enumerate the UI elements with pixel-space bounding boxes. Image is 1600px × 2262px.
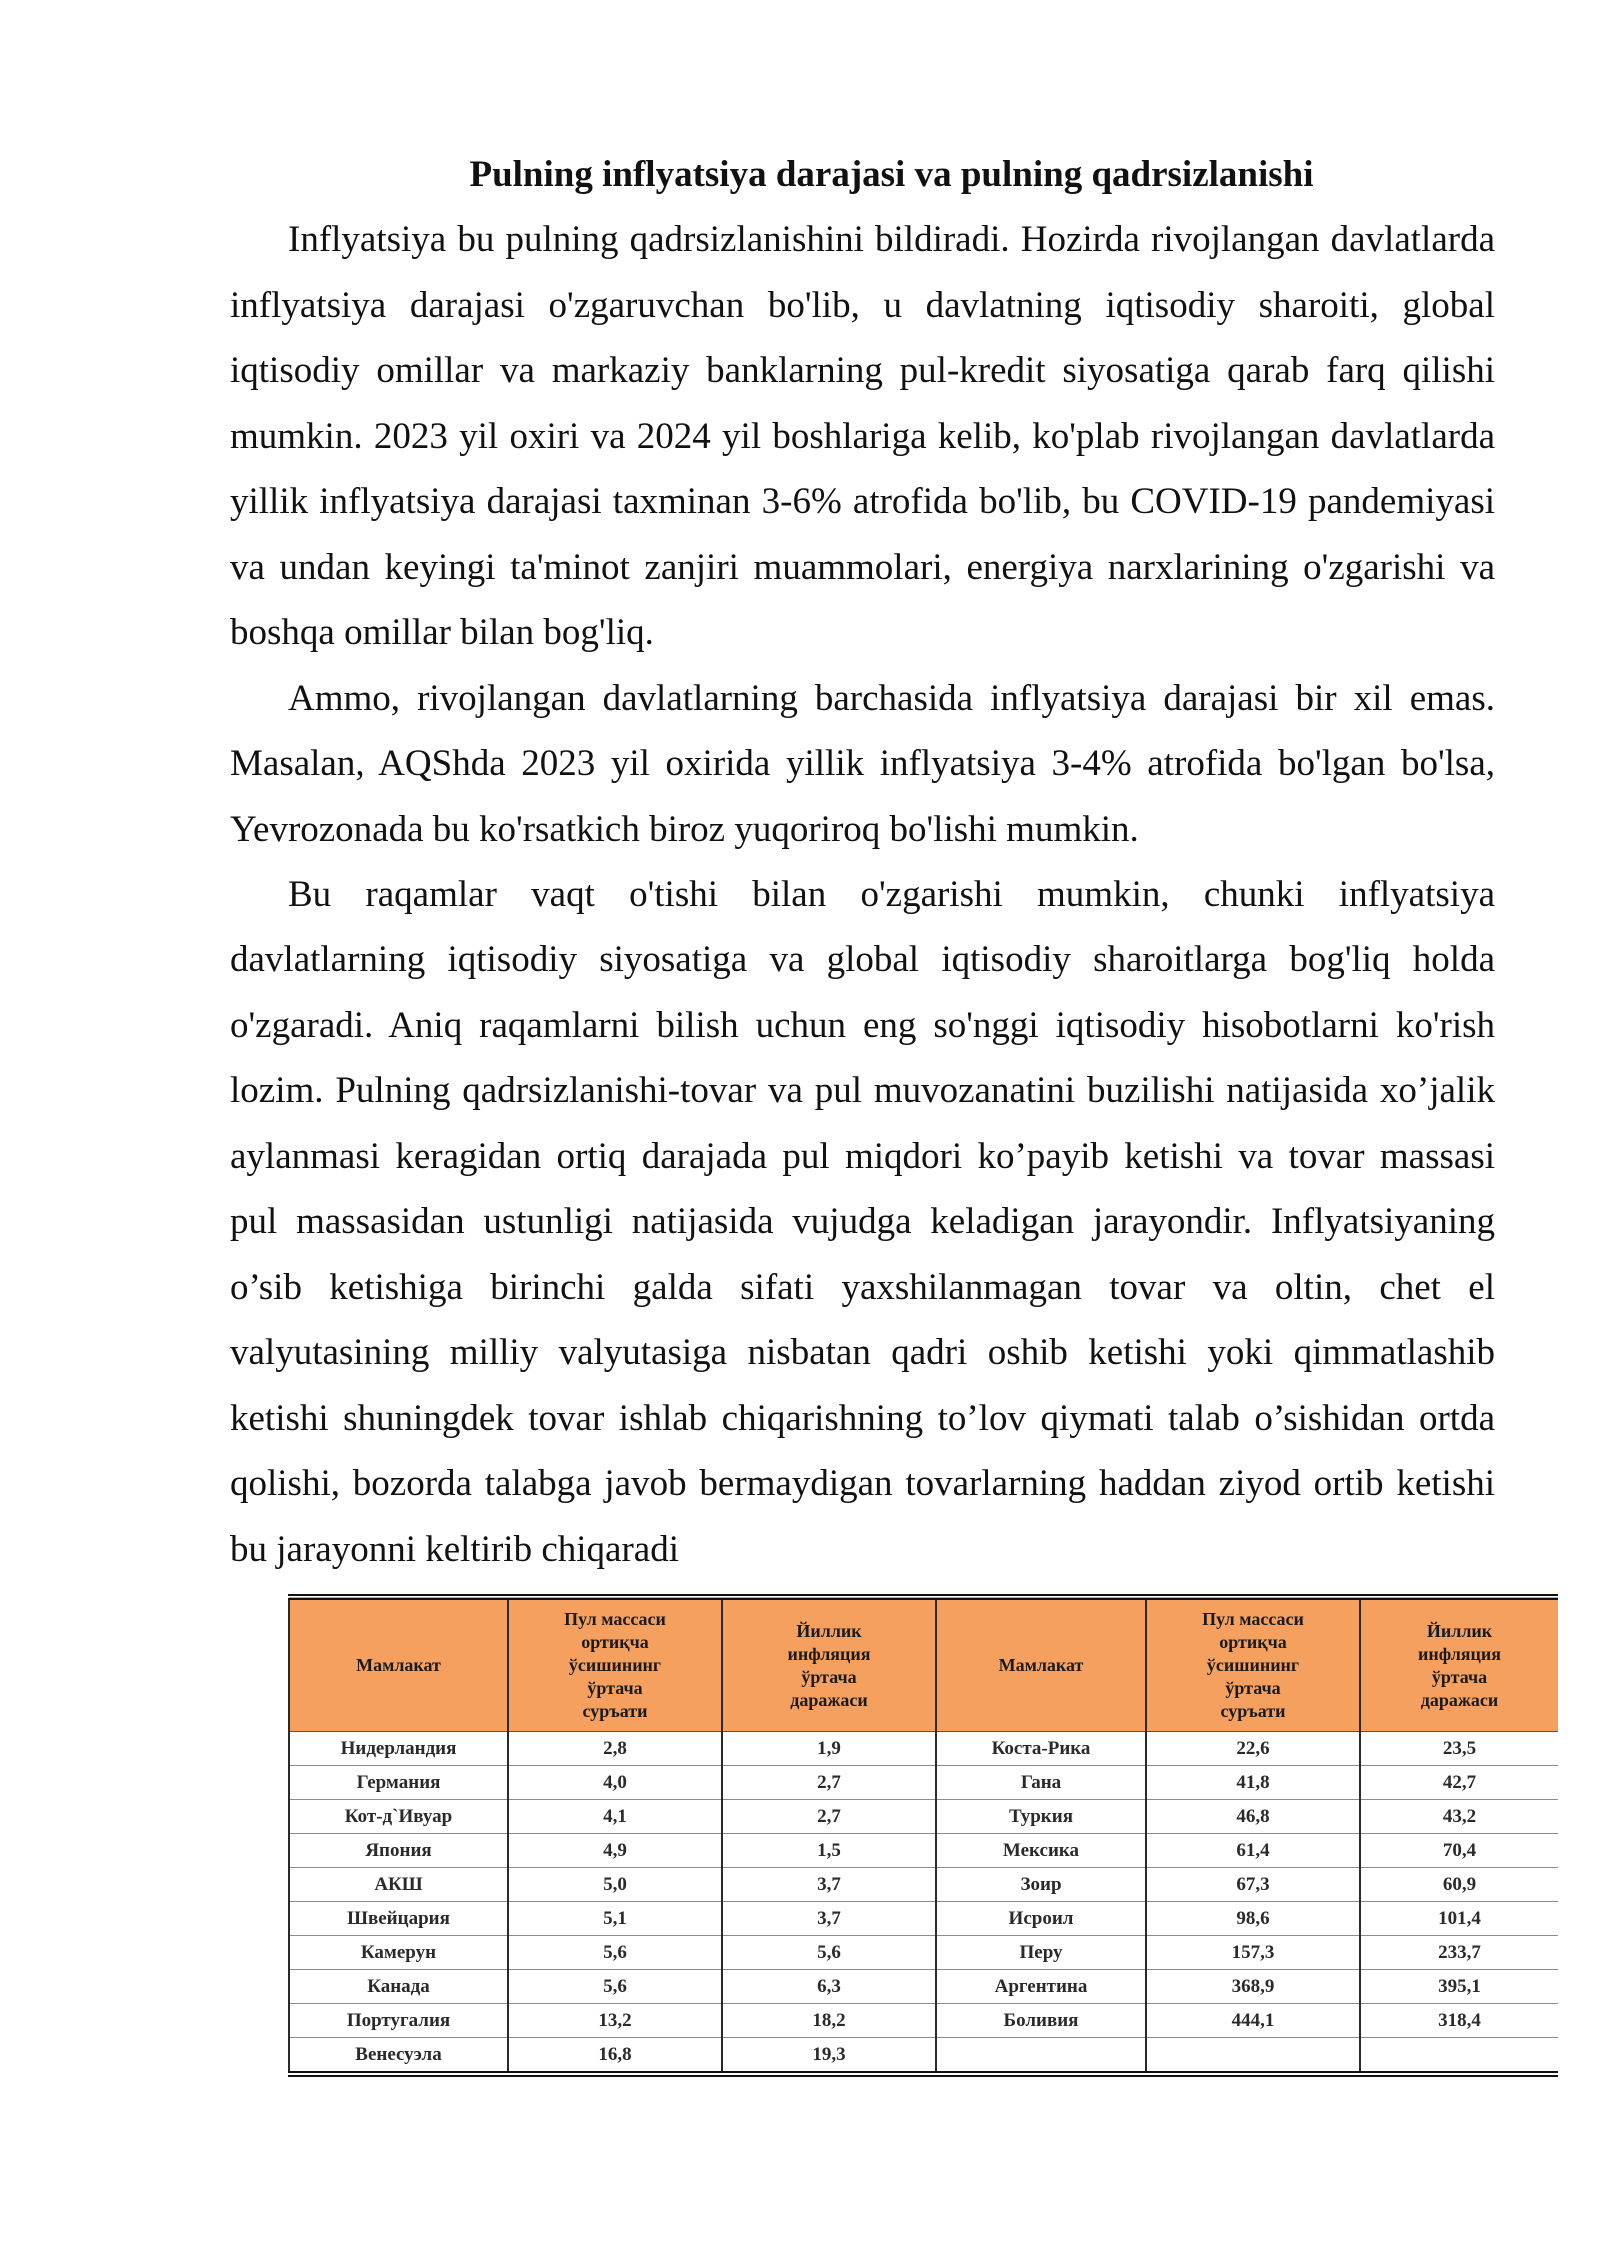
table-header — [289, 1597, 1558, 1732]
table-header-line: ўсишининг — [1206, 1655, 1300, 1675]
value-cell: 233,7 — [1360, 1936, 1558, 1970]
paragraph-line: inflyatsiya darajasi o'zgaruvchan bo'lib, u davlatning iqtisodiy sharoiti, global — [230, 284, 1495, 326]
value-cell: 98,6 — [1146, 1902, 1360, 1936]
value-cell: 67,3 — [1146, 1868, 1360, 1902]
table-header-line: ўртача — [801, 1666, 857, 1687]
value-cell: 46,8 — [1146, 1800, 1360, 1834]
value-cell: 4,0 — [508, 1766, 722, 1800]
table-row — [289, 1800, 1558, 1834]
table-header-line: суръати — [1220, 1701, 1286, 1721]
country-cell: Перу — [936, 1936, 1146, 1970]
table-header-line: Пул массаси — [1202, 1609, 1304, 1629]
country-cell: Мексика — [936, 1834, 1146, 1868]
country-cell: АКШ — [289, 1868, 508, 1902]
paragraph-line: Masalan, AQShda 2023 yil oxirida yillik inflyatsiya 3-4% atrofida bo'lgan bo'lsa, — [230, 743, 1495, 785]
value-cell: 70,4 — [1360, 1834, 1558, 1868]
paragraph-line: qolishi, bozorda talabga javob bermaydigan tovarlarning haddan ziyod ortib ketishi — [230, 1463, 1495, 1505]
table-header-cell — [722, 1597, 936, 1732]
country-cell: Швейцария — [289, 1902, 508, 1936]
table-header-line: даражаси — [1420, 1689, 1499, 1710]
paragraph — [230, 666, 1495, 862]
table-header-line: даражаси — [790, 1689, 868, 1710]
value-cell: 19,3 — [722, 2038, 936, 2075]
country-cell: Венесуэла — [289, 2038, 508, 2075]
value-cell: 5,0 — [508, 1868, 722, 1902]
value-cell: 6,3 — [722, 1970, 936, 2004]
table-row — [289, 1732, 1558, 1766]
country-cell: Боливия — [936, 2004, 1146, 2038]
table-header-cell — [1146, 1597, 1360, 1732]
country-cell: Камерун — [289, 1936, 508, 1970]
table-header-cell — [508, 1597, 722, 1732]
table-header-line: Мамлакат — [356, 1655, 441, 1675]
country-cell: Нидерландия — [289, 1732, 508, 1766]
paragraph-line: valyutasining milliy valyutasiga nisbatan qadri oshib ketishi yoki qimmatlashib — [230, 1332, 1495, 1374]
value-cell: 61,4 — [1146, 1834, 1360, 1868]
paragraph-line: davlatlarning iqtisodiy siyosatiga va global iqtisodiy sharoitlarga bog'liq holda — [230, 939, 1495, 981]
country-cell: Кот-д`Ивуар — [289, 1800, 508, 1834]
country-cell: Аргентина — [936, 1970, 1146, 2004]
value-cell: 1,5 — [722, 1834, 936, 1868]
value-cell: 5,6 — [722, 1936, 936, 1970]
value-cell: 18,2 — [722, 2004, 936, 2038]
value-cell: 318,4 — [1360, 2004, 1558, 2038]
table-header-line: Пул массаси — [564, 1609, 666, 1629]
value-cell: 368,9 — [1146, 1970, 1360, 2004]
paragraph-line: Yevrozonada bu ko'rsatkich biroz yuqoriroq bo'lishi mumkin. — [230, 808, 1139, 850]
value-cell: 3,7 — [722, 1868, 936, 1902]
inflation-table — [288, 1594, 1558, 2077]
value-cell: 3,7 — [722, 1902, 936, 1936]
table-header-line: Мамлакат — [998, 1655, 1084, 1675]
table-header-line: ўсишининг — [568, 1655, 662, 1675]
value-cell: 1,9 — [722, 1732, 936, 1766]
document-body — [230, 142, 1495, 1582]
table-header-cell — [1360, 1597, 1558, 1732]
value-cell: 157,3 — [1146, 1936, 1360, 1970]
table-header-line: ортиқча — [581, 1632, 649, 1652]
country-cell: Германия — [289, 1766, 508, 1800]
value-cell: 4,9 — [508, 1834, 722, 1868]
value-cell: 2,7 — [722, 1800, 936, 1834]
value-cell: 13,2 — [508, 2004, 722, 2038]
value-cell: 41,8 — [1146, 1766, 1360, 1800]
paragraph-line: pul massasidan ustunligi natijasida vujudga keladigan jarayondir. Inflyatsiyaning — [230, 1201, 1495, 1243]
value-cell: 60,9 — [1360, 1868, 1558, 1902]
value-cell: 101,4 — [1360, 1902, 1558, 1936]
table-row — [289, 2004, 1558, 2038]
value-cell — [1146, 2038, 1360, 2075]
table-body — [289, 1732, 1558, 2075]
value-cell: 444,1 — [1146, 2004, 1360, 2038]
paragraph-line: mumkin. 2023 yil oxiri va 2024 yil boshlariga kelib, ko'plab rivojlangan davlatlarda — [230, 415, 1495, 457]
paragraph-line: lozim. Pulning qadrsizlanishi-tovar va pul muvozanatini buzilishi natijasida xo’jalik — [230, 1070, 1495, 1112]
value-cell: 395,1 — [1360, 1970, 1558, 2004]
value-cell: 2,7 — [722, 1766, 936, 1800]
value-cell: 43,2 — [1360, 1800, 1558, 1834]
country-cell: Исроил — [936, 1902, 1146, 1936]
table-row — [289, 1902, 1558, 1936]
country-cell: Гана — [936, 1766, 1146, 1800]
table-row — [289, 1766, 1558, 1800]
table-header-row — [289, 1597, 1558, 1732]
table-header-line: ортиқча — [1219, 1632, 1287, 1652]
paragraphs-container — [230, 207, 1495, 1582]
paragraph — [230, 207, 1495, 665]
value-cell: 16,8 — [508, 2038, 722, 2075]
value-cell: 4,1 — [508, 1800, 722, 1834]
paragraph-line: o’sib ketishiga birinchi galda sifati yaxshilanmagan tovar va oltin, chet el — [230, 1266, 1495, 1308]
paragraph-line: aylanmasi keragidan ortiq darajada pul miqdori ko’payib ketishi va tovar massasi — [230, 1135, 1495, 1177]
paragraph-line: va undan keyingi ta'minot zanjiri muammolari, energiya narxlarining o'zgarishi va — [230, 546, 1495, 588]
paragraph-line: ketishi shuningdek tovar ishlab chiqarishning to’lov qiymati talab o’sishidan ortda — [230, 1397, 1495, 1439]
country-cell: Туркия — [936, 1800, 1146, 1834]
table-header-cell — [936, 1597, 1146, 1732]
table-header-line: Йиллик — [796, 1620, 862, 1641]
table-header-line: ўртача — [1431, 1666, 1488, 1687]
paragraph-line: boshqa omillar bilan bog'liq. — [230, 612, 654, 654]
table-header-line: инфляция — [787, 1643, 871, 1664]
table-row — [289, 1970, 1558, 2004]
paragraph-line: yillik inflyatsiya darajasi taxminan 3-6% atrofida bo'lib, bu COVID-19 pandemiyasi — [230, 481, 1495, 523]
country-cell: Япония — [289, 1834, 508, 1868]
country-cell: Канада — [289, 1970, 508, 2004]
table-header-line: инфляция — [1417, 1643, 1502, 1664]
table-header-cell — [289, 1597, 508, 1732]
value-cell: 22,6 — [1146, 1732, 1360, 1766]
paragraph-line: Inflyatsiya bu pulning qadrsizlanishini bildiradi. Hozirda rivojlangan davlatlarda — [288, 219, 1495, 261]
value-cell: 42,7 — [1360, 1766, 1558, 1800]
table-header-line: Йиллик — [1426, 1620, 1493, 1641]
paragraph-line: bu jarayonni keltirib chiqaradi — [230, 1528, 679, 1570]
value-cell: 23,5 — [1360, 1732, 1558, 1766]
table-header-line: ўртача — [1225, 1678, 1281, 1698]
paragraph — [230, 862, 1495, 1582]
value-cell: 2,8 — [508, 1732, 722, 1766]
paragraph-line: o'zgaradi. Aniq raqamlarni bilish uchun eng so'nggi iqtisodiy hisobotlarni ko'rish — [230, 1004, 1495, 1046]
table-header-line: ўртача — [587, 1678, 643, 1698]
paragraph-line: Ammo, rivojlangan davlatlarning barchasida inflyatsiya darajasi bir xil emas. — [288, 677, 1495, 719]
country-cell — [936, 2038, 1146, 2075]
table-row — [289, 1868, 1558, 1902]
table-row — [289, 1936, 1558, 1970]
value-cell — [1360, 2038, 1558, 2075]
table-row — [289, 2038, 1558, 2075]
table-row — [289, 1834, 1558, 1868]
country-cell: Зоир — [936, 1868, 1146, 1902]
value-cell: 5,6 — [508, 1936, 722, 1970]
document-title: Pulning inflyatsiya darajasi va pulning qadrsizlanishi — [469, 154, 1314, 195]
paragraph-line: Bu raqamlar vaqt o'tishi bilan o'zgarishi mumkin, chunki inflyatsiya — [288, 873, 1495, 915]
country-cell: Португалия — [289, 2004, 508, 2038]
value-cell: 5,6 — [508, 1970, 722, 2004]
table-header-line: суръати — [582, 1701, 648, 1721]
country-cell: Коста-Рика — [936, 1732, 1146, 1766]
value-cell: 5,1 — [508, 1902, 722, 1936]
paragraph-line: iqtisodiy omillar va markaziy banklarning pul-kredit siyosatiga qarab farq qilishi — [230, 350, 1495, 392]
